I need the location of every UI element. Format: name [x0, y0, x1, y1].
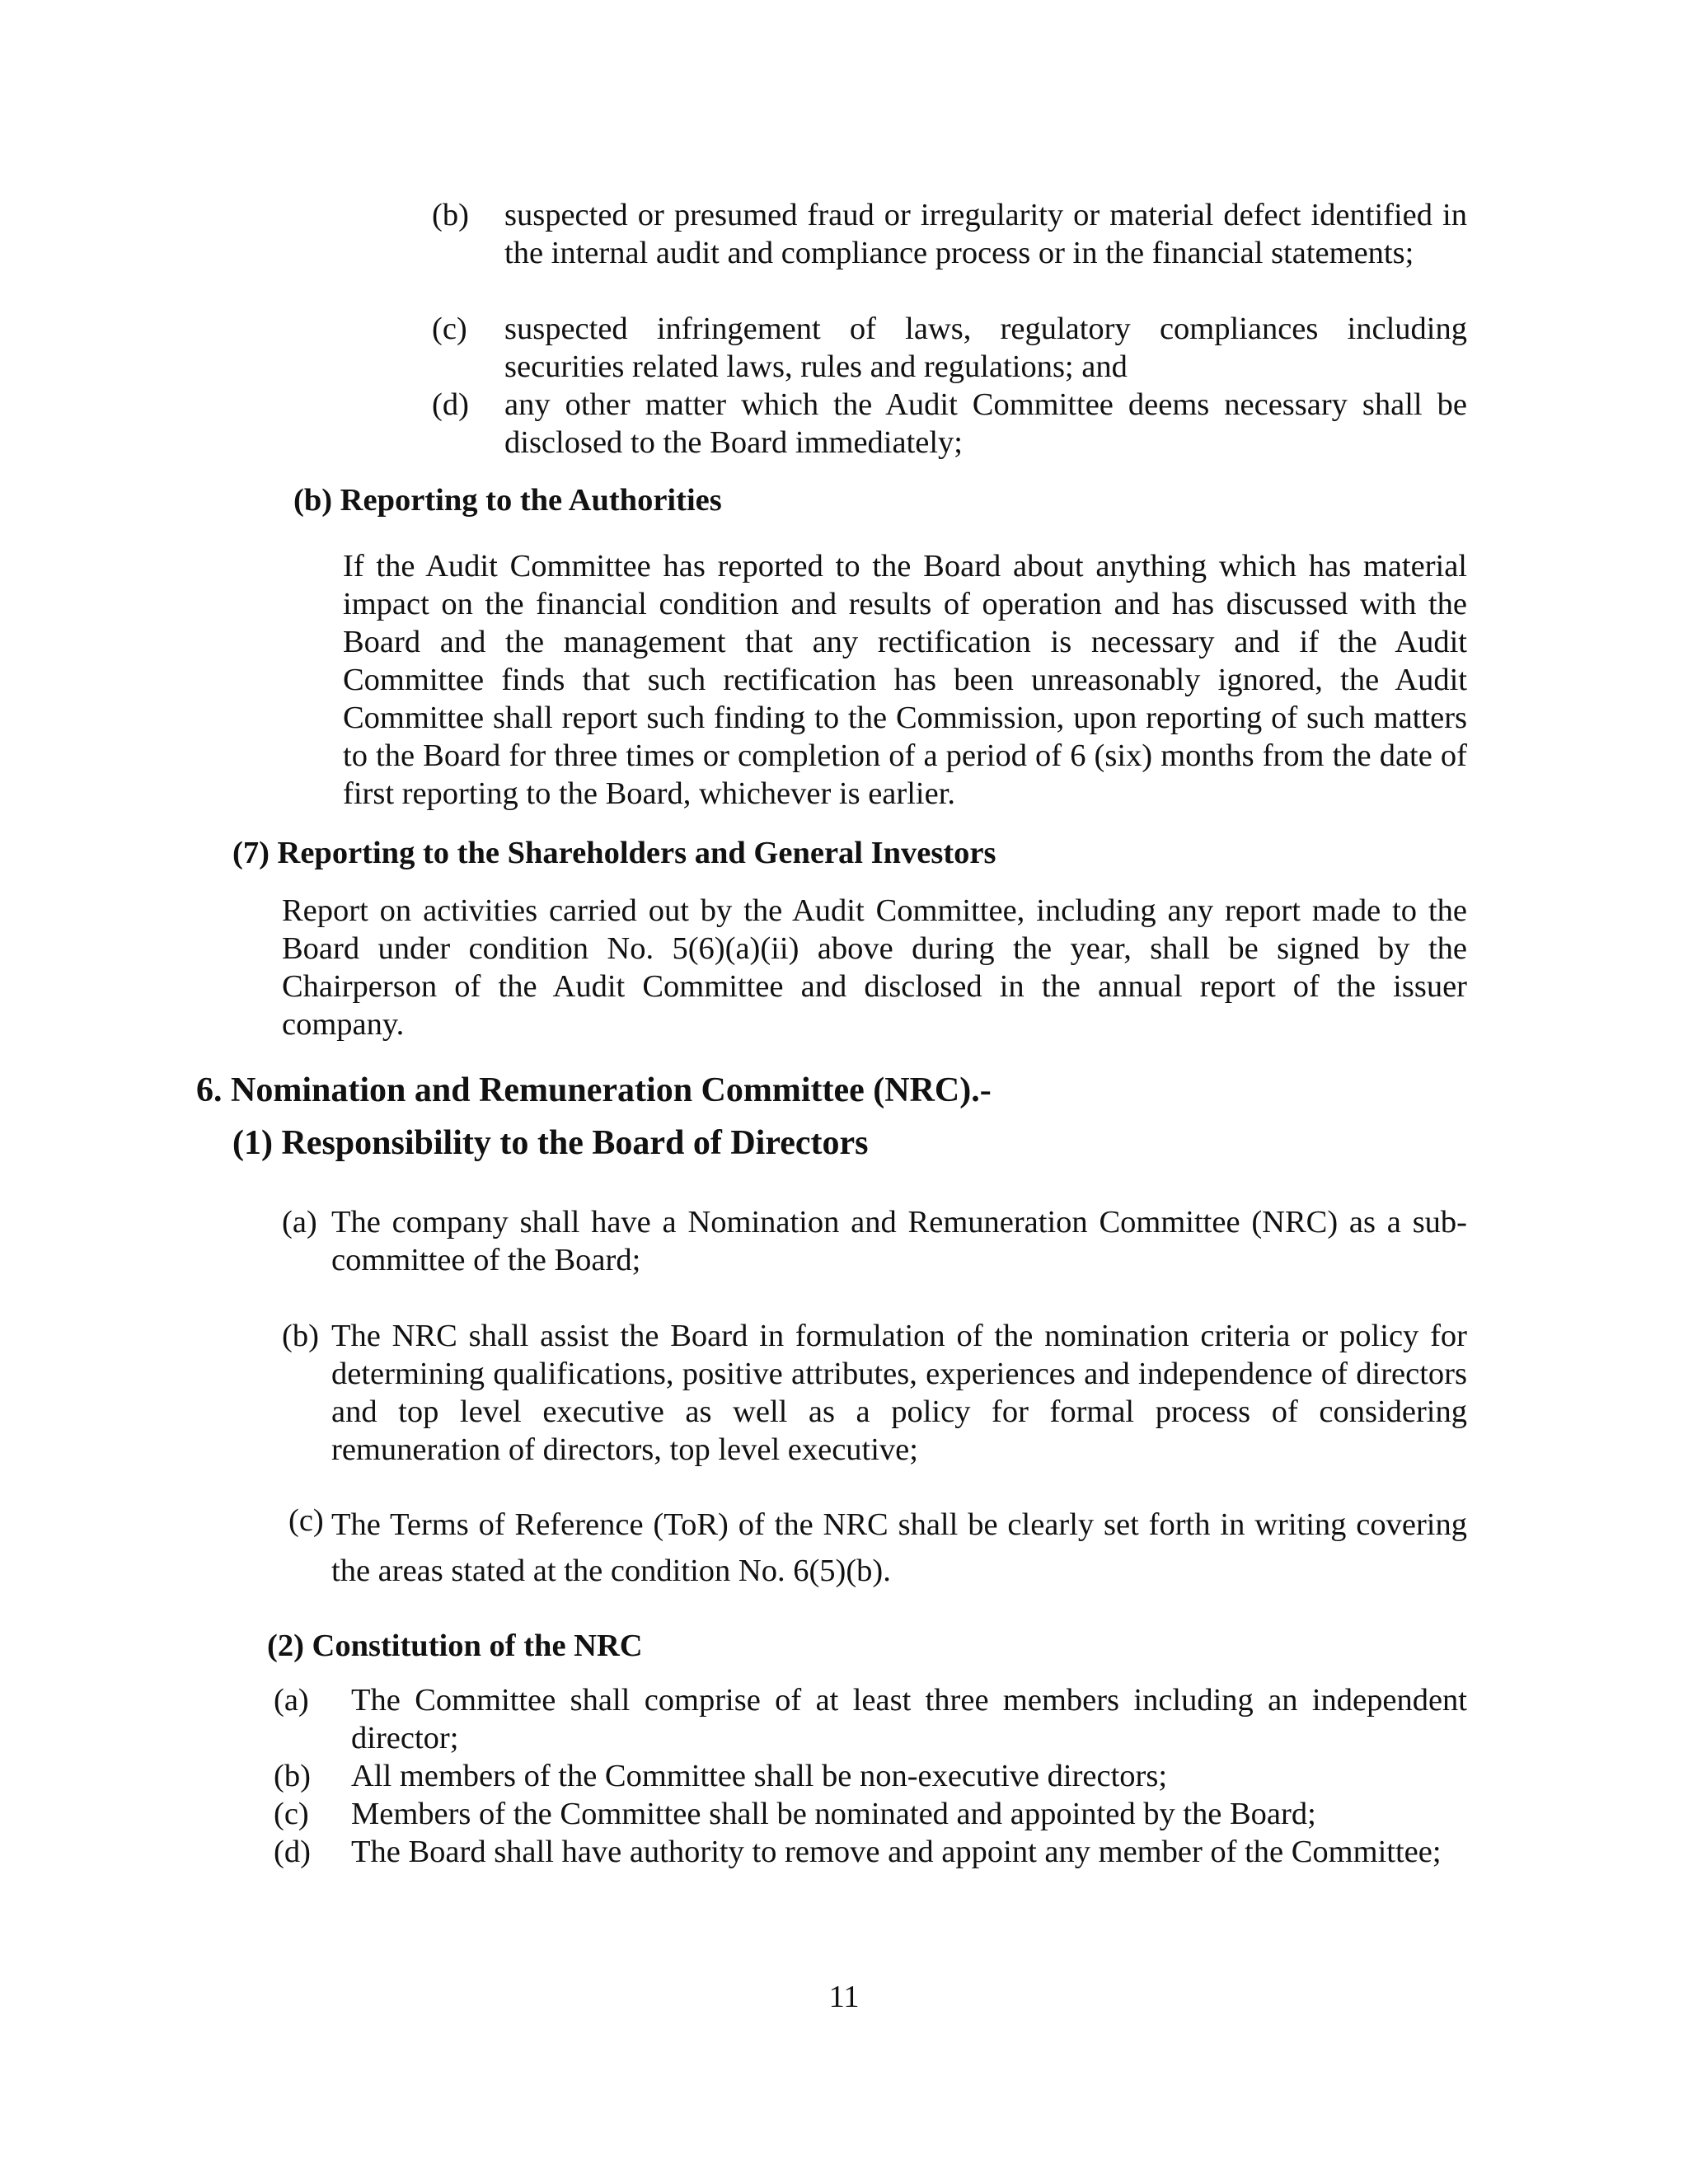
list-item-label: (b) — [274, 1759, 311, 1793]
list-item-text: The Board shall have authority to remove and appoint any member of the Committee; — [351, 1835, 1442, 1869]
list-item-text — [331, 1502, 1467, 1594]
list-item-label: (c) — [432, 312, 467, 346]
reporting-authorities-body: If the Audit Committee has reported to the Board about anything which has material impact on the financial condition and results of operation and has discussed with the Board and the management that any rectification is necessary and if the Audit Committee finds that such rectification has been unreasonably ignored, the Audit Committee shall report such finding to the Commission, upon reporting of such matters to the Board for three times or completion of a period of 6 (six) months from the date of first reporting to the Board, whichever is earlier. — [343, 549, 1467, 811]
list-item-label: (a) — [274, 1683, 309, 1718]
section-6-2-heading: (2) Constitution of the NRC — [267, 1629, 643, 1663]
section-6-heading: 6. Nomination and Remuneration Committee (NRC).- — [196, 1071, 992, 1109]
section-6-1-heading: (1) Responsibility to the Board of Directors — [232, 1124, 869, 1162]
list-item-text: suspected or presumed fraud or irregularity or material defect identified in the internal audit and compliance process or in the financial statements; — [504, 198, 1467, 270]
list-item-text: suspected infringement of laws, regulatory compliances including securities related laws, rules and regulations; and — [504, 312, 1467, 384]
reporting-authorities-heading: (b) Reporting to the Authorities — [293, 483, 722, 518]
list-item-text: any other matter which the Audit Committee deems necessary shall be disclosed to the Board immediately; — [504, 387, 1467, 460]
list-item-label: (d) — [274, 1835, 311, 1869]
list-item-text: The NRC shall assist the Board in formulation of the nomination criteria or policy for determining qualifications, positive attributes, experiences and independence of directors and top level executive as well as a policy for formal process of considering remuneration of directors, top level executive; — [331, 1319, 1467, 1467]
reporting-shareholders-heading: (7) Reporting to the Shareholders and General Investors — [232, 836, 996, 870]
reporting-shareholders-body: Report on activities carried out by the Audit Committee, including any report made to the Board under condition No. 5(6)(a)(ii) above during the year, shall be signed by the Chairperson of the Audit Committee and disclosed in the annual report of the issuer company. — [282, 893, 1467, 1042]
list-item-text: All members of the Committee shall be non-executive directors; — [351, 1759, 1168, 1793]
list-item-label: (a) — [282, 1205, 317, 1240]
page-number: 11 — [828, 1980, 860, 2014]
list-item-label: (b) — [282, 1319, 319, 1353]
list-item-label: (b) — [432, 198, 469, 232]
list-item-text: Members of the Committee shall be nominated and appointed by the Board; — [351, 1797, 1316, 1831]
list-item-label: (c) — [288, 1503, 324, 1538]
list-item-label: (c) — [274, 1797, 309, 1831]
list-item-text: The company shall have a Nomination and Remuneration Committee (NRC) as a sub-committee of the Board; — [331, 1205, 1467, 1277]
list-item-label: (d) — [432, 387, 469, 422]
list-item-text-content: The Terms of Reference (ToR) of the NRC shall be clearly set forth in writing covering the areas stated at the condition No. 6(5)(b). — [331, 1507, 1467, 1588]
list-item-text: The Committee shall comprise of at least three members including an independent director; — [351, 1683, 1467, 1755]
